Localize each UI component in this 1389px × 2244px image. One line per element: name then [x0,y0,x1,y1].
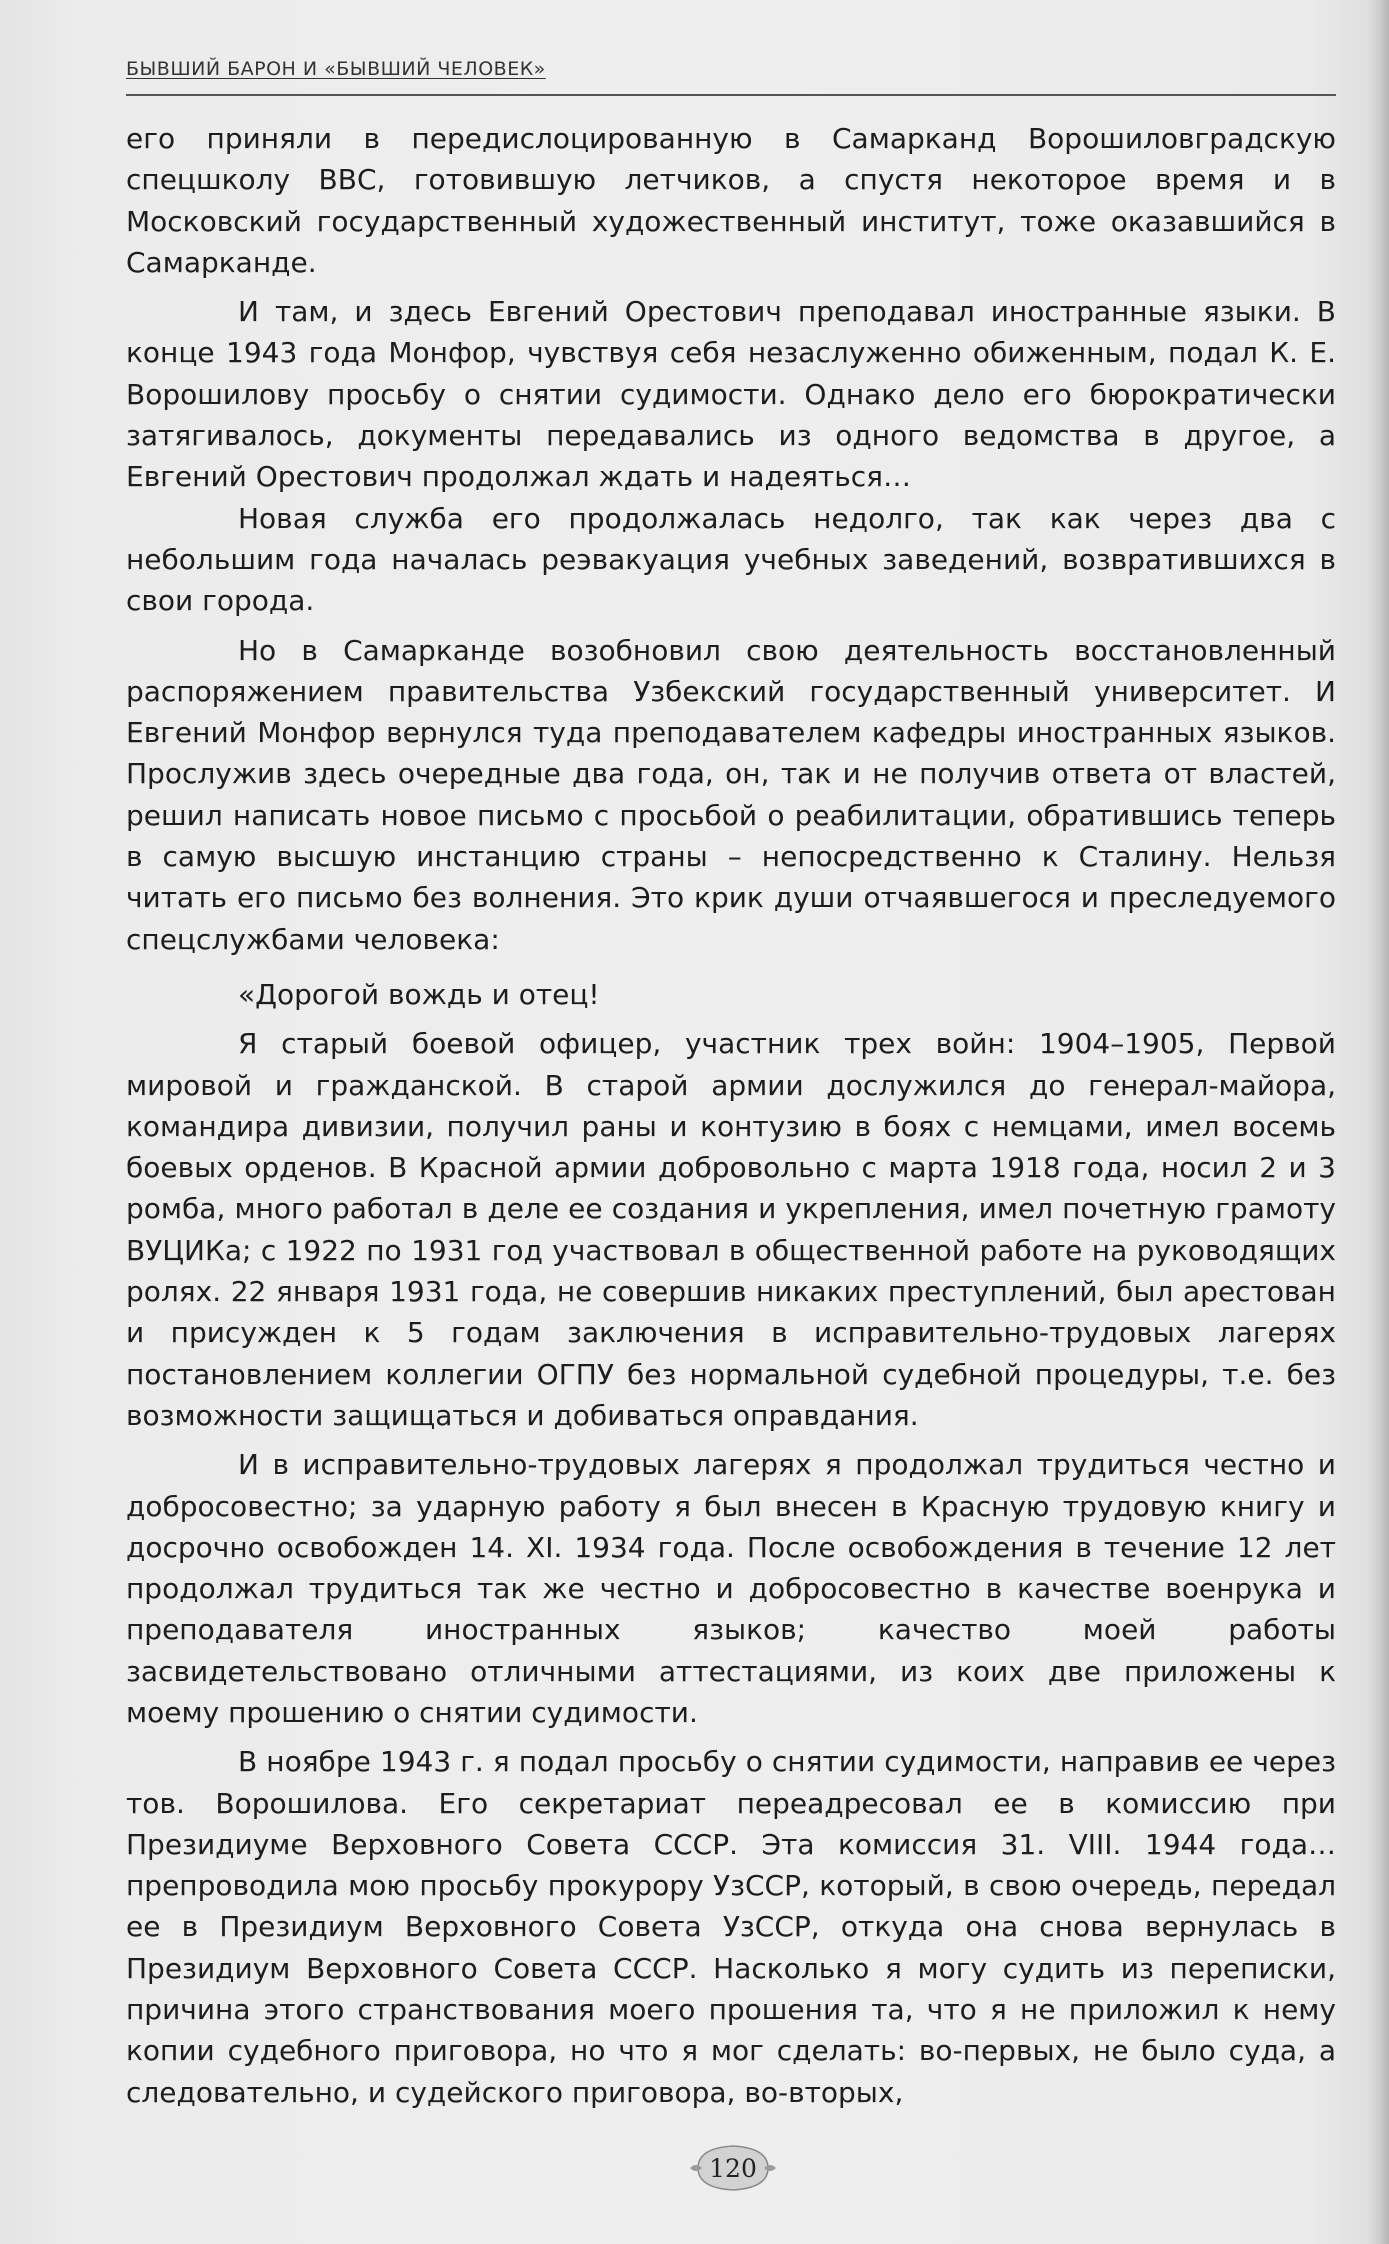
paragraph: И там, и здесь Евгений Орестович преподавал иностранные языки. В конце 1943 года Монфор, чувствуя себя незаслуженно обиженным, подал К. Е. Ворошилову просьбу о снятии судимости. Однако дело его бюрократически затягивалось, документы передавались из одного ведомства в другое, а Евгений Орестович продолжал ждать и надеяться… [126,295,1336,494]
letter-paragraph: И в исправительно-трудовых лагерях я продолжал трудиться честно и добросовестно; за ударную работу я был внесен в Красную трудовую книгу и досрочно освобожден 14. XI. 1934 года. После освобождения в течение 12 лет продолжал трудиться так же честно и добросовестно в качестве военрука и преподавателя иностранных языков; качество моей работы засвидетельствовано отличными аттестациями, из коих две приложены к моему прошению о снятии судимости. [126,1448,1336,1729]
letter-paragraph: В ноябре 1943 г. я подал просьбу о снятии судимости, направив ее через тов. Ворошилова. Его секретариат переадресовал ее в комиссию при Президиуме Верховного Совета СССР. Эта комиссия 31. VIII. 1944 года… препроводила мою просьбу прокурору УзССР, который, в свою очередь, передал ее в Президиум Верховного Совета УзССР, откуда она снова вернулась в Президиум Верховного Совета СССР. Насколько я могу судить из переписки, причина этого странствования моего прошения та, что я не приложил к нему копии судебного приговора, но что я мог сделать: во-первых, не было суда, а следовательно, и судейского приговора, во-вторых, [126,1745,1336,2109]
page-binding-shadow [1367,0,1389,2244]
letter-paragraph: Я старый боевой офицер, участник трех войн: 1904–1905, Первой мировой и гражданской. В старой армии дослужился до генерал-майора, командира дивизии, получил раны и контузию в боях с немцами, имел восемь боевых орденов. В Красной армии добровольно с марта 1918 года, носил 2 и 3 ромба, много работал в деле ее создания и укрепления, имел почетную грамоту ВУЦИКа; с 1922 по 1931 год участвовал в общественной работе на руководящих ролях. 22 января 1931 года, не совершив никаких преступлений, был арестован и присужден к 5 годам заключения в исправительно-трудовых лагерях постановлением коллегии ОГПУ без нормальной судебной процедуры, т.е. без возможности защищаться и добиваться оправдания. [126,1027,1336,1432]
letter-salutation: «Дорогой вождь и отец! [238,977,600,1011]
body-text [126,118,1336,2113]
running-header-title: БЫВШИЙ БАРОН И «БЫВШИЙ ЧЕЛОВЕК» [126,58,546,80]
paragraph-continued: его приняли в передислоцированную в Самарканд Ворошиловградскую спецшколу ВВС, готовившую летчиков, а спустя некоторое время и в Московский государственный художественный институт, тоже оказавшийся в Самарканде. [126,122,1336,279]
paragraph: Новая служба его продолжалась недолго, так как через два с небольшим года началась реэвакуация учебных заведений, возвратившихся в свои города. [126,501,1336,618]
page-number-badge [688,2140,778,2196]
running-header [126,54,1336,96]
paragraph: Но в Самарканде возобновил свою деятельность восстановленный распоряжением правительства Узбекский государственный университет. И Евгений Монфор вернулся туда преподавателем кафедры иностранных языков. Прослужив здесь очередные два года, он, так и не получив ответа от властей, решил написать новое письмо с просьбой о реабилитации, обратившись теперь в самую высшую инстанцию страны – непосредственно к Сталину. Нельзя читать его письмо без волнения. Это крик души отчаявшегося и преследуемого спецслужбами человека: [126,633,1336,956]
page-number: 120 [709,2153,757,2183]
